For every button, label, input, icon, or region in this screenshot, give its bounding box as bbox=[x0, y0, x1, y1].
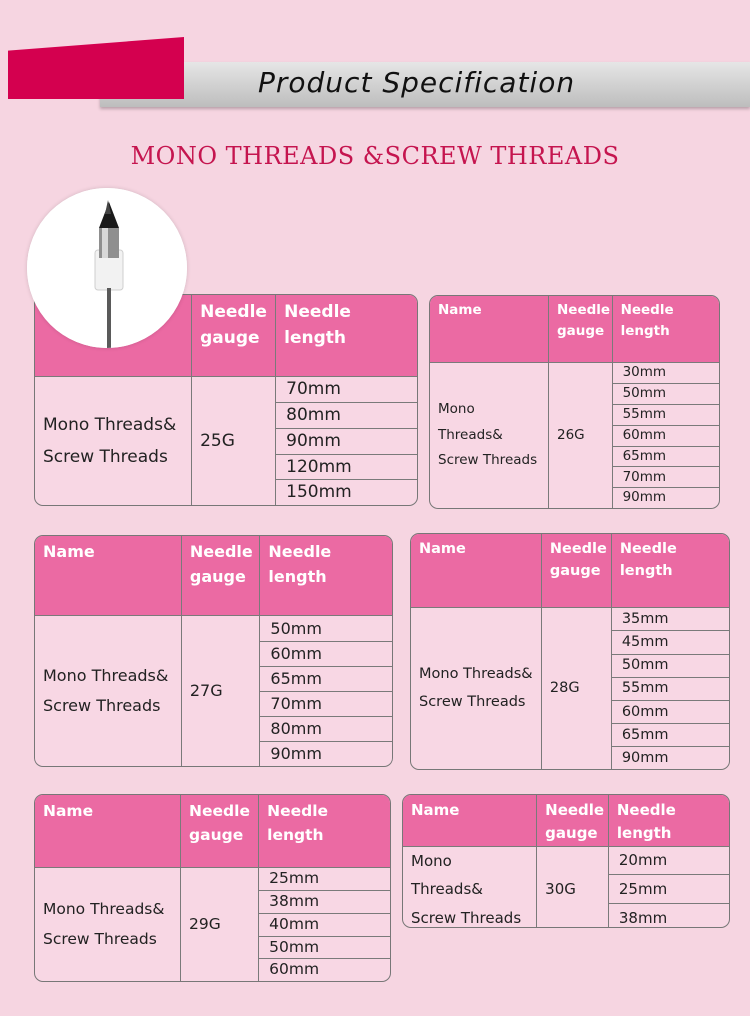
spec-table-26g bbox=[429, 295, 720, 509]
needle-length-cell: 45mm bbox=[611, 631, 729, 654]
spec-header-row bbox=[430, 296, 719, 363]
spec-header-row bbox=[411, 534, 729, 608]
needle-length-cell: 50mm bbox=[260, 616, 392, 641]
table-row bbox=[411, 608, 729, 631]
thread-name-line2: Screw Threads bbox=[411, 908, 522, 927]
gauge-cell: 27G bbox=[181, 616, 260, 766]
header-name: Name bbox=[403, 795, 537, 846]
thread-name-line1: Mono Threads& bbox=[43, 414, 177, 435]
spec-grid bbox=[411, 534, 729, 769]
spec-header-row bbox=[35, 536, 392, 616]
needle-length-cell: 60mm bbox=[260, 641, 392, 666]
thread-name-line1: Mono Threads& bbox=[419, 666, 533, 683]
needle-length-cell: 80mm bbox=[260, 716, 392, 741]
needle-length-cell: 65mm bbox=[612, 446, 719, 467]
spec-table-27g bbox=[34, 535, 393, 767]
needle-length-cell: 40mm bbox=[259, 913, 390, 936]
spec-table-30g bbox=[402, 794, 730, 928]
thread-name-cell bbox=[35, 616, 181, 766]
needle-length-cell: 90mm bbox=[276, 428, 417, 454]
table-row bbox=[403, 846, 729, 875]
thread-name-line2: Screw Threads bbox=[419, 693, 526, 710]
thread-name-cell bbox=[35, 868, 181, 981]
spec-table-28g bbox=[410, 533, 730, 770]
table-row bbox=[35, 868, 390, 891]
needle-length-cell: 90mm bbox=[612, 488, 719, 508]
thread-name-line2: Screw Threads bbox=[43, 447, 168, 468]
thread-name-line1: Mono Threads& bbox=[43, 900, 165, 919]
gauge-cell: 26G bbox=[548, 363, 612, 508]
header-needle-length: Needle length bbox=[276, 295, 417, 377]
thread-name-line1: Mono Threads& bbox=[438, 401, 503, 443]
header-needle-gauge: Needle gauge bbox=[537, 795, 609, 846]
needle-length-cell: 50mm bbox=[611, 654, 729, 677]
table-row bbox=[35, 377, 417, 403]
gauge-cell: 28G bbox=[541, 608, 611, 769]
needle-length-cell: 60mm bbox=[259, 959, 390, 981]
page-subtitle: MONO THREADS &SCREW THREADS bbox=[130, 142, 620, 170]
needle-length-cell: 20mm bbox=[608, 846, 729, 875]
header-needle-length: Needle length bbox=[259, 795, 390, 868]
needle-length-cell: 30mm bbox=[612, 363, 719, 384]
header-name: Name bbox=[35, 795, 181, 868]
header-name: Name bbox=[411, 534, 541, 608]
needle-length-cell: 38mm bbox=[608, 904, 729, 928]
header-needle-length: Needle length bbox=[608, 795, 729, 846]
needle-length-cell: 55mm bbox=[611, 677, 729, 700]
gauge-cell: 30G bbox=[537, 846, 609, 928]
gauge-cell: 29G bbox=[181, 868, 259, 981]
needle-length-cell: 70mm bbox=[260, 691, 392, 716]
spec-grid bbox=[35, 795, 390, 981]
needle-icon bbox=[27, 188, 187, 348]
needle-length-cell: 70mm bbox=[612, 467, 719, 488]
spec-table-29g bbox=[34, 794, 391, 982]
header-needle-gauge: Needle gauge bbox=[541, 534, 611, 608]
page-title: Product Specification bbox=[258, 66, 576, 99]
needle-length-cell: 55mm bbox=[612, 404, 719, 425]
header-name: Name bbox=[430, 296, 548, 363]
needle-length-cell: 120mm bbox=[276, 454, 417, 480]
table-row bbox=[430, 363, 719, 384]
thread-name-cell bbox=[403, 846, 537, 928]
needle-length-cell: 65mm bbox=[611, 723, 729, 746]
header-needle-gauge: Needle gauge bbox=[181, 536, 260, 616]
thread-name-line1: Mono Threads& bbox=[43, 665, 169, 685]
needle-length-cell: 65mm bbox=[260, 666, 392, 691]
spec-grid bbox=[403, 795, 729, 928]
needle-length-cell: 25mm bbox=[259, 868, 390, 891]
needle-length-cell: 38mm bbox=[259, 890, 390, 913]
needle-photo bbox=[27, 188, 187, 348]
needle-length-cell: 90mm bbox=[260, 742, 392, 766]
needle-length-cell: 80mm bbox=[276, 403, 417, 429]
thread-name-line2: Screw Threads bbox=[43, 929, 157, 948]
header-needle-gauge: Needle gauge bbox=[548, 296, 612, 363]
title-banner-accent bbox=[8, 37, 184, 99]
header-needle-length: Needle length bbox=[611, 534, 729, 608]
gauge-cell: 25G bbox=[192, 377, 276, 505]
thread-name-cell bbox=[411, 608, 541, 769]
needle-length-cell: 25mm bbox=[608, 875, 729, 904]
header-needle-gauge: Needle gauge bbox=[192, 295, 276, 377]
thread-name-line2: Screw Threads bbox=[438, 452, 538, 469]
needle-length-cell: 90mm bbox=[611, 747, 729, 769]
spec-grid bbox=[35, 536, 392, 766]
thread-name-line2: Screw Threads bbox=[43, 696, 161, 716]
needle-length-cell: 35mm bbox=[611, 608, 729, 631]
thread-name-cell bbox=[35, 377, 192, 505]
header-needle-length: Needle length bbox=[260, 536, 392, 616]
header-needle-length: Needle length bbox=[612, 296, 719, 363]
needle-length-cell: 60mm bbox=[611, 700, 729, 723]
needle-length-cell: 70mm bbox=[276, 377, 417, 403]
needle-length-cell: 50mm bbox=[612, 384, 719, 405]
spec-header-row bbox=[35, 795, 390, 868]
needle-length-cell: 60mm bbox=[612, 425, 719, 446]
table-row bbox=[35, 616, 392, 641]
needle-length-cell: 50mm bbox=[259, 936, 390, 959]
header-needle-gauge: Needle gauge bbox=[181, 795, 259, 868]
spec-grid bbox=[430, 296, 719, 508]
thread-name-cell bbox=[430, 363, 548, 508]
spec-header-row bbox=[403, 795, 729, 846]
thread-name-line1: Mono Threads& bbox=[411, 851, 483, 898]
header-name: Name bbox=[35, 536, 181, 616]
needle-length-cell: 150mm bbox=[276, 480, 417, 505]
